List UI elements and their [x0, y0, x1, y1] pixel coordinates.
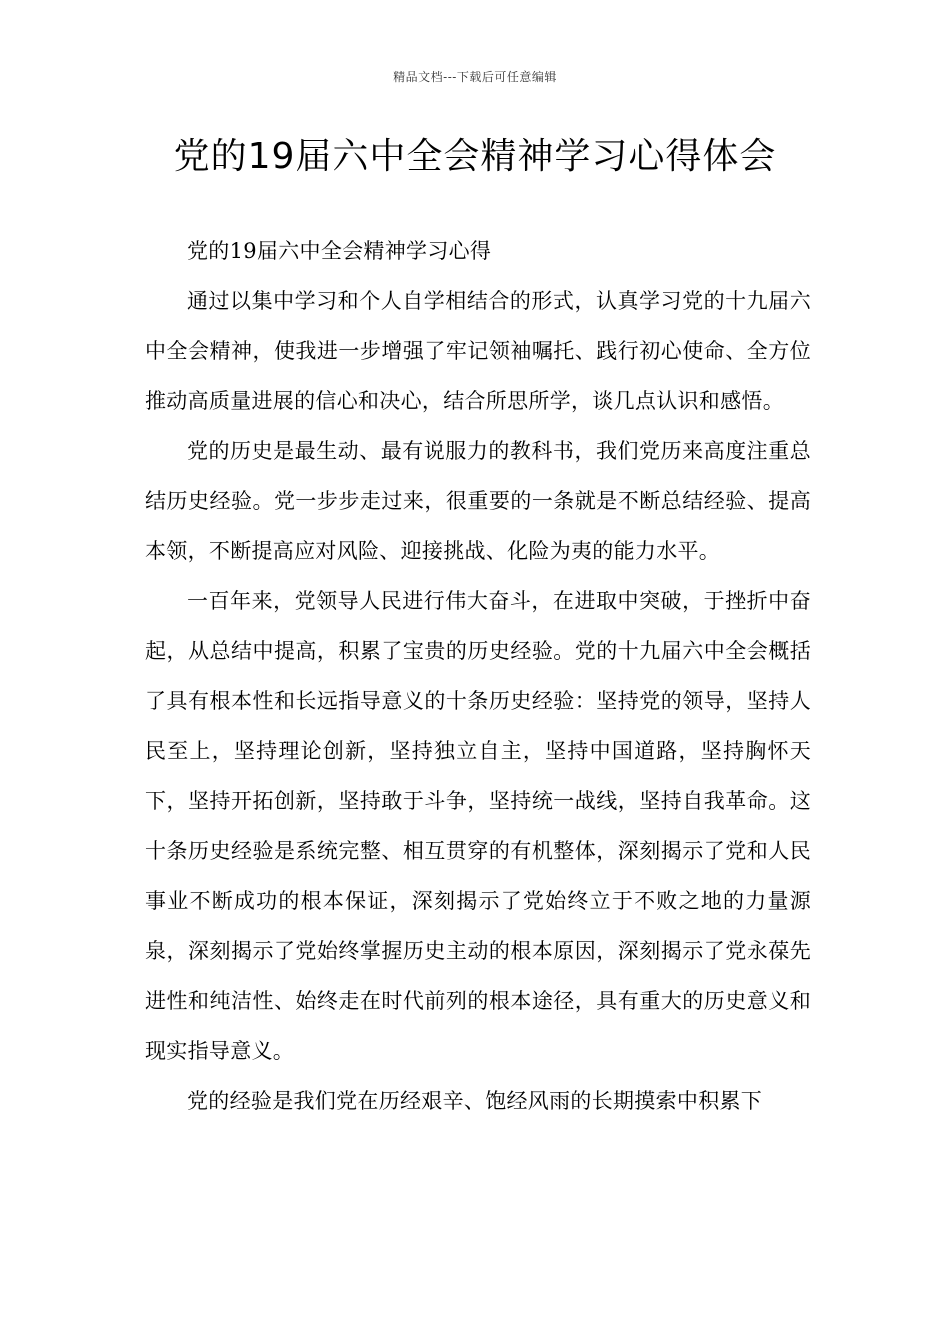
document-body [145, 226, 811, 1126]
paragraph: 一百年来，党领导人民进行伟大奋斗，在进取中突破，于挫折中奋起，从总结中提高，积累了宝贵的历史经验。党的十九届六中全会概括了具有根本性和长远指导意义的十条历史经验：坚持党的领导，坚持人民至上，坚持理论创新，坚持独立自主，坚持中国道路，坚持胸怀天下，坚持开拓创新，坚持敢于斗争，坚持统一战线，坚持自我革命。这十条历史经验是系统完整、相互贯穿的有机整体，深刻揭示了党和人民事业不断成功的根本保证，深刻揭示了党始终立于不败之地的力量源泉，深刻揭示了党始终掌握历史主动的根本原因，深刻揭示了党永葆先进性和纯洁性、始终走在时代前列的根本途径，具有重大的历史意义和现实指导意义。 [145, 589, 811, 1063]
paragraph: 通过以集中学习和个人自学相结合的形式，认真学习党的十九届六中全会精神，使我进一步增强了牢记领袖嘱托、践行初心使命、全方位推动高质量进展的信心和决心，结合所思所学，谈几点认识和感悟。 [145, 289, 811, 413]
paragraph: 党的经验是我们党在历经艰辛、饱经风雨的长期摸索中积累下 [187, 1089, 763, 1113]
paragraph: 党的历史是最生动、最有说服力的教科书，我们党历来高度注重总结历史经验。党一步步走过来，很重要的一条就是不断总结经验、提高本领，不断提高应对风险、迎接挑战、化险为夷的能力水平。 [145, 439, 811, 563]
paragraph-subtitle: 党的19届六中全会精神学习心得 [187, 239, 492, 263]
header-note: 精品文档---下载后可任意编辑 [393, 70, 557, 84]
document-title: 党的19届六中全会精神学习心得体会 [173, 136, 777, 177]
